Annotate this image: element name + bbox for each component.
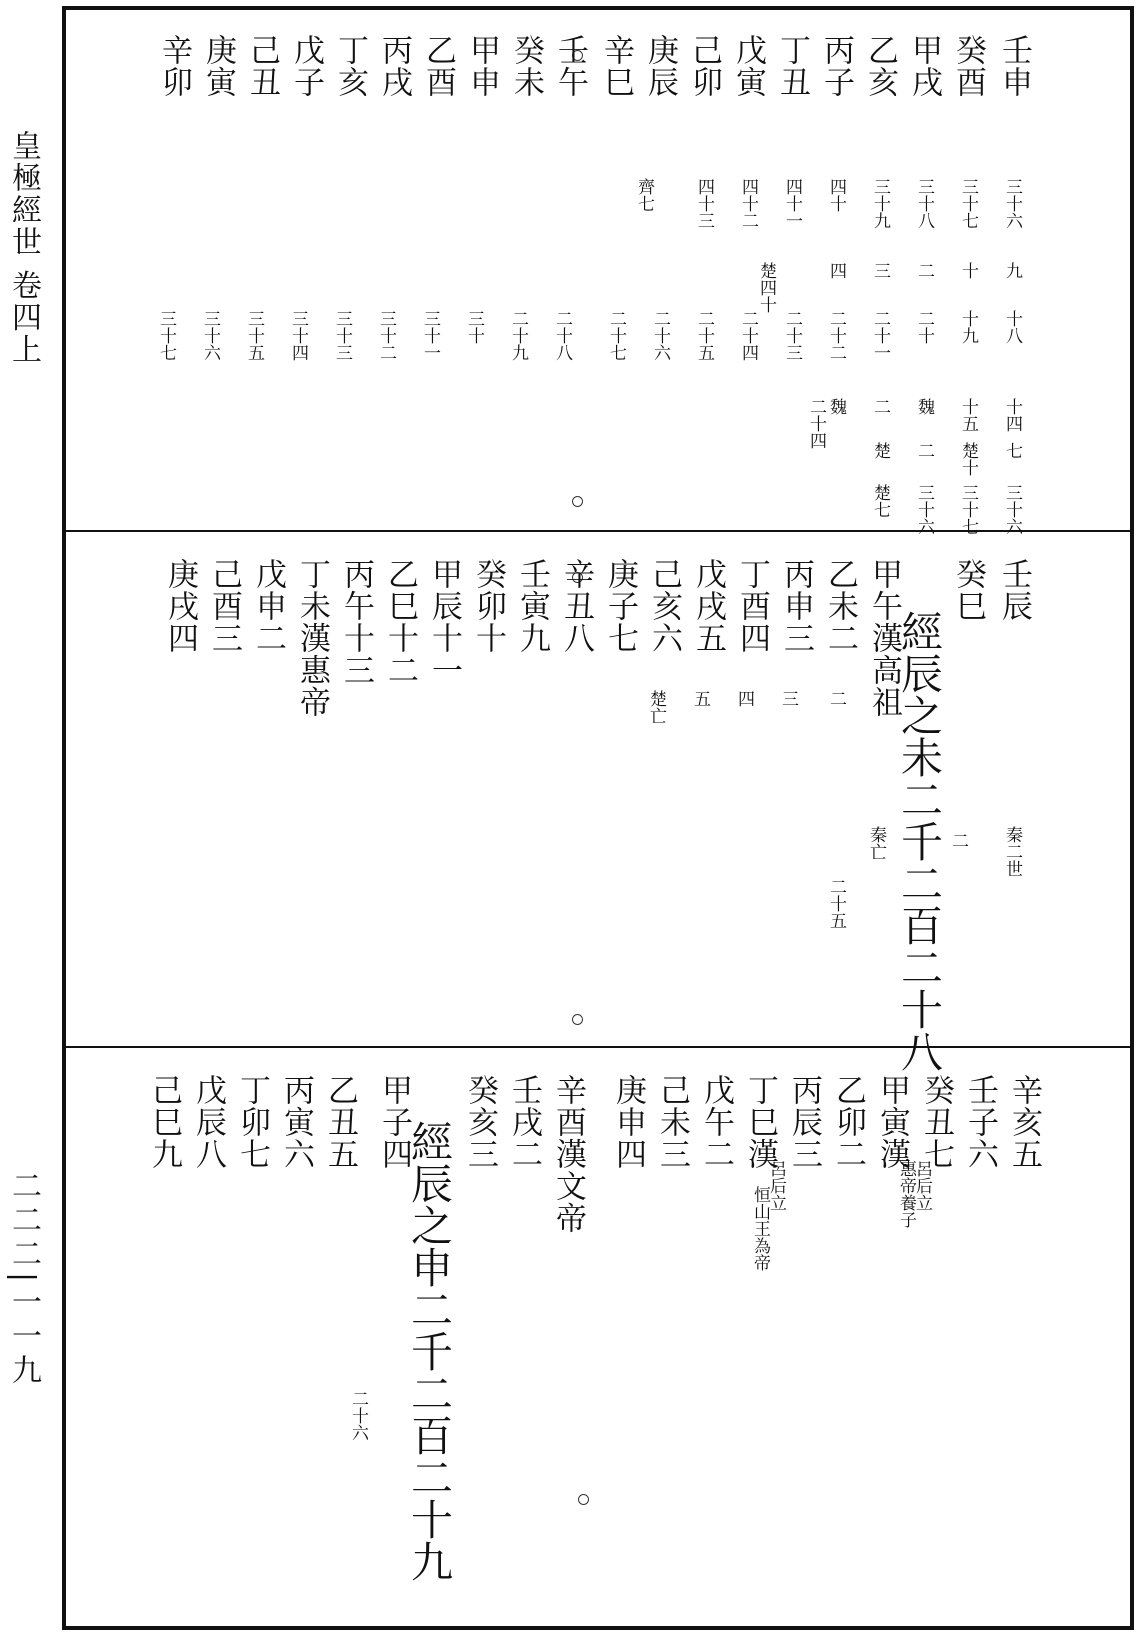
ganzhi-label: 乙丑五 — [322, 1074, 358, 1170]
year-note: 惠帝養子 — [896, 1160, 916, 1228]
year-number: 四十一 — [782, 178, 802, 229]
ganzhi-label: 甲戌 — [906, 34, 942, 98]
ganzhi-label: 丙子 — [818, 34, 854, 98]
year-number: 三十六 — [200, 310, 220, 361]
year-number: 三十 — [464, 310, 484, 344]
ganzhi-label: 戊戌五 — [690, 558, 726, 654]
year-number: 楚十 — [958, 442, 978, 476]
year-number: 三十八 — [914, 178, 934, 229]
year-note: 二十五 — [826, 878, 846, 929]
year-number: 四 — [826, 262, 846, 279]
year-number: 二十七 — [606, 310, 626, 361]
ganzhi-label: 戊子 — [288, 34, 324, 98]
year-number: 楚四十 — [756, 262, 776, 313]
year-number: 二十六 — [650, 310, 670, 361]
year-number: 三十六 — [914, 484, 934, 535]
ganzhi-label: 丙辰三 — [786, 1074, 822, 1170]
circle-mark — [578, 1494, 589, 1505]
year-note: 呂后立 — [766, 1160, 786, 1211]
circle-mark — [572, 1014, 583, 1025]
ganzhi-label: 己卯 — [686, 34, 722, 98]
year-number: 二十九 — [508, 310, 528, 361]
year-number: 三十九 — [870, 178, 890, 229]
ganzhi-label: 戊辰八 — [190, 1074, 226, 1170]
ganzhi-label: 己亥六 — [646, 558, 682, 654]
year-note: 二 — [948, 832, 968, 849]
year-number: 九 — [1002, 262, 1022, 279]
year-number: 三十二 — [376, 310, 396, 361]
year-number: 二十一 — [870, 310, 890, 361]
year-note: 楚亡 — [646, 690, 666, 724]
ganzhi-label: 壬午 — [552, 34, 588, 98]
section-title: 經辰之未二千二百二十八 — [895, 610, 944, 1072]
ganzhi-label: 乙卯二 — [830, 1074, 866, 1170]
year-number: 三十七 — [958, 178, 978, 229]
ganzhi-label: 癸酉 — [950, 34, 986, 98]
year-number: 十九 — [958, 310, 978, 344]
ganzhi-label: 壬寅九 — [514, 558, 550, 654]
year-number: 二十三 — [782, 310, 802, 361]
year-note: 四 — [734, 690, 754, 707]
year-number: 魏 — [914, 398, 934, 415]
year-number: 二 — [914, 442, 934, 459]
ganzhi-label: 辛亥五 — [1006, 1074, 1042, 1170]
year-number: 三十五 — [244, 310, 264, 361]
year-number: 三十六 — [1002, 178, 1022, 229]
ganzhi-label: 癸未 — [508, 34, 544, 98]
year-number: 楚七 — [870, 484, 890, 518]
ganzhi-label: 戊寅 — [730, 34, 766, 98]
year-number: 四十三 — [694, 178, 714, 229]
ganzhi-label: 辛卯 — [156, 34, 192, 98]
ganzhi-label: 丙寅六 — [278, 1074, 314, 1170]
ganzhi-label: 己巳九 — [146, 1074, 182, 1170]
year-note: 三 — [778, 690, 798, 707]
year-number: 齊七 — [634, 178, 654, 212]
ganzhi-label: 甲辰十一 — [426, 558, 462, 686]
ganzhi-label: 己丑 — [244, 34, 280, 98]
ganzhi-label: 甲寅漢 — [874, 1074, 910, 1170]
year-number: 三 — [870, 262, 890, 279]
ganzhi-label: 乙未二 — [822, 558, 858, 654]
ganzhi-label: 壬子六 — [962, 1074, 998, 1170]
year-number: 魏 — [826, 398, 846, 415]
ganzhi-label: 辛酉漢文帝 — [550, 1074, 586, 1234]
ganzhi-label: 己未三 — [654, 1074, 690, 1170]
year-number: 十四 — [1002, 398, 1022, 432]
year-number: 二十八 — [552, 310, 572, 361]
divider-2 — [66, 1046, 1130, 1048]
year-number: 三十三 — [332, 310, 352, 361]
ganzhi-label: 辛巳 — [598, 34, 634, 98]
year-number: 十八 — [1002, 310, 1022, 344]
year-number: 十 — [958, 262, 978, 279]
year-number: 十五 — [958, 398, 978, 432]
ganzhi-label: 丁酉四 — [734, 558, 770, 654]
year-number: 二十二 — [826, 310, 846, 361]
ganzhi-label: 乙酉 — [420, 34, 456, 98]
ganzhi-label: 丙午十三 — [338, 558, 374, 686]
ganzhi-label: 庚申四 — [610, 1074, 646, 1170]
year-number: 二十四 — [738, 310, 758, 361]
ganzhi-label: 乙亥 — [862, 34, 898, 98]
year-number: 七 — [1002, 442, 1022, 459]
ganzhi-label: 戊申二 — [250, 558, 286, 654]
ganzhi-label: 癸丑七 — [918, 1074, 954, 1170]
ganzhi-label: 壬申 — [996, 34, 1032, 98]
section-title: 經辰之申二千二百二十九 — [405, 1120, 454, 1582]
year-number: 三十七 — [156, 310, 176, 361]
ganzhi-label: 壬戌二 — [506, 1074, 542, 1170]
ganzhi-label: 癸卯十 — [470, 558, 506, 654]
circle-mark — [572, 496, 583, 507]
ganzhi-label: 丁卯七 — [234, 1074, 270, 1170]
ganzhi-label: 庚子七 — [602, 558, 638, 654]
ganzhi-label: 庚寅 — [200, 34, 236, 98]
ganzhi-label: 丙申三 — [778, 558, 814, 654]
year-number: 三十六 — [1002, 484, 1022, 535]
year-number: 二十四 — [806, 398, 826, 449]
year-number: 二十五 — [694, 310, 714, 361]
year-note: 五 — [690, 690, 710, 707]
year-number: 三十一 — [420, 310, 440, 361]
year-number: 四十 — [826, 178, 846, 212]
page-frame — [62, 6, 1134, 1630]
year-number: 二 — [914, 262, 934, 279]
ganzhi-label: 甲子四 — [376, 1074, 412, 1170]
ganzhi-label: 庚辰 — [642, 34, 678, 98]
margin-title: 皇極經世 卷四上 — [6, 130, 41, 366]
ganzhi-label: 辛丑八 — [558, 558, 594, 654]
ganzhi-label: 乙巳十二 — [382, 558, 418, 686]
ganzhi-label: 甲申 — [464, 34, 500, 98]
ganzhi-label: 庚戌四 — [162, 558, 198, 654]
ganzhi-label: 己酉三 — [206, 558, 242, 654]
ganzhi-label: 壬辰 — [996, 558, 1032, 622]
year-number: 二十 — [914, 310, 934, 344]
year-note: 二十六 — [348, 1390, 368, 1441]
year-note: 二 — [826, 690, 846, 707]
year-number: 三十七 — [958, 484, 978, 535]
ganzhi-label: 丙戌 — [376, 34, 412, 98]
ganzhi-label: 戊午二 — [698, 1074, 734, 1170]
margin-page-number: 二二二|一一九 — [6, 1170, 41, 1389]
year-note: 秦二世 — [1002, 826, 1022, 877]
ganzhi-label: 丁巳漢 — [742, 1074, 778, 1170]
ganzhi-label: 癸巳 — [950, 558, 986, 622]
ganzhi-label: 丁丑 — [774, 34, 810, 98]
year-note: 恒山王為帝 — [750, 1186, 770, 1271]
year-number: 二 — [870, 398, 890, 415]
year-number: 楚 — [870, 442, 890, 459]
year-number: 四十二 — [738, 178, 758, 229]
year-note: 秦亡 — [866, 826, 886, 860]
ganzhi-label: 丁亥 — [332, 34, 368, 98]
ganzhi-label: 甲午漢高祖 — [866, 558, 902, 718]
ganzhi-label: 癸亥三 — [462, 1074, 498, 1170]
ganzhi-label: 丁未漢惠帝 — [294, 558, 330, 718]
year-number: 三十四 — [288, 310, 308, 361]
year-note: 呂后立 — [912, 1160, 932, 1211]
